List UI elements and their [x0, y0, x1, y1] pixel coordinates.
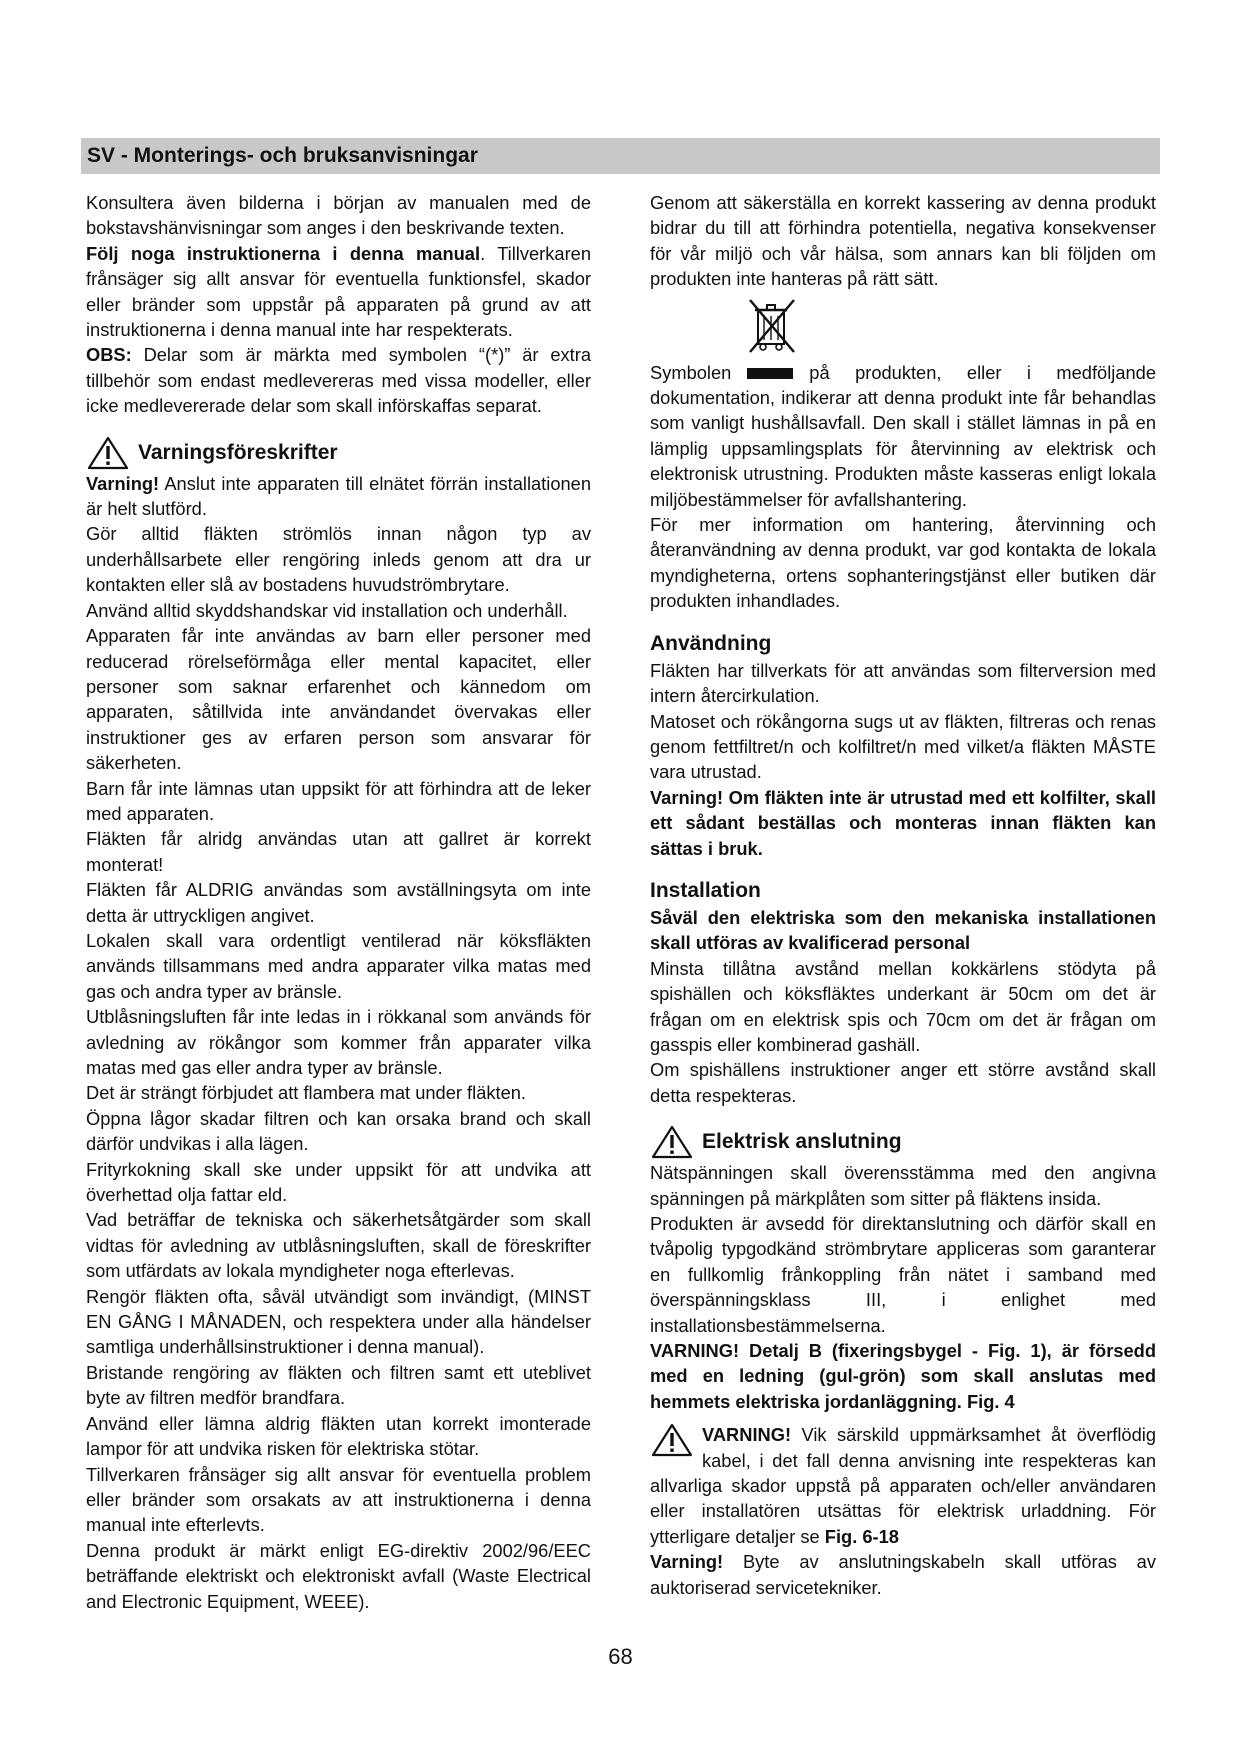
paragraph: Apparaten får inte användas av barn eller personer med reducerad rörelseförmåga eller mental kapacitet, eller personer som saknar erfarenhet och kännedom om apparaten, såtillvida inte användandet övervakas eller instruktioner ges av erfaren person som ansvarar för säkerheten.	[86, 625, 591, 774]
paragraph: Tillverkaren frånsäger sig allt ansvar för eventuella problem eller bränder som orsakats av att instruktionerna i denna manual inte efterlevts.	[86, 1463, 591, 1536]
obs-paragraph: OBS: Delar som är märkta med symbolen “(*)” är extra tillbehör som endast medlevereras med vissa modeller, eller icke medlevererade delar som skall införskaffas separat.	[86, 344, 591, 417]
electrical-heading: Elektrisk anslutning	[650, 1124, 1156, 1160]
right-column	[650, 190, 1156, 1600]
installation-heading: Installation	[650, 878, 761, 902]
paragraph: Produkten är avsedd för direktanslutning och därför skall en tvåpolig typgodkänd strömbrytare appliceras som garanterar en fullkomlig frånkoppling från nätet i samband med överspänningsklass III, i enlighet med installationsbestämmelserna.	[650, 1213, 1156, 1336]
paragraph: Utblåsningsluften får inte ledas in i rökkanal som används för avledning av rökångor som kommer från apparater vilka matas med gas eller andra typer av bränsle.	[86, 1006, 591, 1078]
left-column	[86, 190, 591, 1614]
warning-triangle-icon	[86, 435, 130, 471]
warning-paragraph: Varning! Anslut inte apparaten till elnätet förrän installationen är helt slutförd.	[86, 472, 591, 520]
paragraph: Rengör fläkten ofta, såväl utvändigt som invändigt, (MINST EN GÅNG I MÅNADEN, och respektera under alla händelser samtliga underhållsinstruktioner i denna manual).	[86, 1285, 591, 1358]
paragraph: Barn får inte lämnas utan uppsikt för att förhindra att de leker med apparaten.	[86, 777, 591, 824]
symbol-line: Symbolen på produkten, eller i medföljande	[650, 361, 1156, 383]
paragraph: Bristande rengöring av fläkten och filtren samt ett uteblivet byte av filtren medför brandfara.	[86, 1361, 591, 1409]
intro-paragraph: Konsultera även bilderna i början av manualen med de bokstavshänvisningar som anges i den beskrivande texten.	[86, 192, 591, 239]
paragraph: Vad beträffar de tekniska och säkerhetsåtgärder som skall vidtas för avledning av utblåsningsluften, skall de föreskrifter som utfärdats av lokala myndigheter noga efterlevas.	[86, 1209, 591, 1282]
usage-heading: Användning	[650, 631, 772, 655]
warnings-heading: Varningsföreskrifter	[86, 435, 591, 471]
page-number: 68	[608, 1644, 633, 1669]
paragraph: Fläkten får alridg användas utan att gallret är korrekt monterat!	[86, 828, 591, 875]
paragraph: Denna produkt är märkt enligt EG-direktiv 2002/96/EEC beträffande elektriskt och elektroniskt avfall (Waste Electrical and Electronic Equipment, WEEE).	[86, 1539, 591, 1612]
paragraph: Fläkten får ALDRIG användas som avställningsyta om inte detta är uttryckligen angivet.	[86, 879, 591, 926]
paragraph: Såväl den elektriska som den mekaniska installationen skall utföras av kvalificerad personal	[650, 906, 1156, 954]
paragraph: VARNING! Detalj B (fixeringsbygel - Fig. 1), är försedd med en ledning (gul-grön) som skall anslutas med hemmets elektriska jordanläggning. Fig. 4	[650, 1340, 1156, 1412]
paragraph: Matoset och rökångorna sugs ut av fläkten, filtreras och renas genom fettfiltret/n och kolfiltret/n med vilket/a fläkten MÅSTE vara utrustad.	[650, 710, 1156, 783]
paragraph: Fläkten har tillverkats för att användas som filterversion med intern återcirkulation.	[650, 659, 1156, 707]
black-bar-symbol	[747, 368, 793, 379]
paragraph: Det är strängt förbjudet att flambera mat under fläkten.	[86, 1082, 526, 1104]
paragraph: Gör alltid fläkten strömlös innan någon typ av underhållsarbete eller rengöring inleds genom att dra ur kontakten eller slå av bostadens huvudströmbrytare.	[86, 523, 591, 596]
paragraph: Varning! Byte av anslutningskabeln skall utföras av auktoriserad servicetekniker.	[650, 1551, 1156, 1598]
paragraph: Nätspänningen skall överensstämma med den angivna spänningen på märkplåten som sitter på fläktens insida.	[650, 1162, 1156, 1209]
paragraph: För mer information om hantering, återvinning och återanvändning av denna produkt, var god kontakta de lokala myndigheterna, ortens sophanteringstjänst eller butiken där produkten inhandlades.	[650, 514, 1156, 612]
crossed-bin-icon	[746, 296, 798, 356]
paragraph: Minsta tillåtna avstånd mellan kokkärlens stödyta på spishällen och köksfläktes underkant är 50cm om det är frågan om en elektrisk spis och 70cm om det är frågan om gasspis eller kombinerad gashäll.	[650, 957, 1156, 1055]
warning-triangle-icon	[650, 1124, 694, 1160]
paragraph: Öppna lågor skadar filtren och kan orsaka brand och skall därför undvikas i alla lägen.	[86, 1107, 591, 1155]
warning-triangle-icon	[650, 1422, 694, 1458]
paragraph: Använd alltid skyddshandskar vid installation och underhåll.	[86, 599, 568, 621]
instructions-paragraph: Följ noga instruktionerna i denna manual. Tillverkaren frånsäger sig allt ansvar för eventuella funktionsfel, skador eller bränder som uppstår på apparaten på grund av att instruktionerna i denna manual inte har respekterats.	[86, 242, 591, 341]
paragraph: Frityrkokning skall ske under uppsikt för att undvika att överhettad olja fattar eld.	[86, 1158, 591, 1206]
page-header: SV - Monterings- och bruksanvisningar	[81, 138, 1160, 174]
paragraph: dokumentation, indikerar att denna produkt inte får behandlas som vanligt hushållsavfall. Den skall i stället lämnas in på en lämplig uppsamlingsplats för återvinning av elektrisk och elektronisk utrustning. Produkten måste kasseras enligt lokala miljöbestämmelser för avfallshantering.	[650, 387, 1156, 510]
paragraph: Varning! Om fläkten inte är utrustad med ett kolfilter, skall ett sådant beställas och monteras innan fläkten kan sättas i bruk.	[650, 786, 1156, 859]
paragraph: Om spishällens instruktioner anger ett större avstånd skall detta respekteras.	[650, 1059, 1156, 1106]
disposal-paragraph: Genom att säkerställa en korrekt kassering av denna produkt bidrar du till att förhindra potentiella, negativa konsekvenser för vår miljö och vår hälsa, som annars kan bli följden om produkten inte hanteras på rätt sätt.	[650, 192, 1156, 290]
weee-symbol	[650, 296, 1156, 358]
cable-warning-paragraph: VARNING! Vik särskild uppmärksamhet åt överflödig kabel, i det fall denna anvisning inte respekteras kan allvarliga skador uppstå på apparaten och/eller användaren eller installatören utsättas för elektrisk urladdning. För ytterligare detaljer se Fig. 6-18	[650, 1424, 1156, 1547]
paragraph: Använd eller lämna aldrig fläkten utan korrekt imonterade lampor för att undvika risken för elektriska stötar.	[86, 1412, 591, 1460]
paragraph: Lokalen skall vara ordentligt ventilerad när köksfläkten används tillsammans med andra apparater vilka matas med gas och andra typer av bränsle.	[86, 929, 591, 1002]
